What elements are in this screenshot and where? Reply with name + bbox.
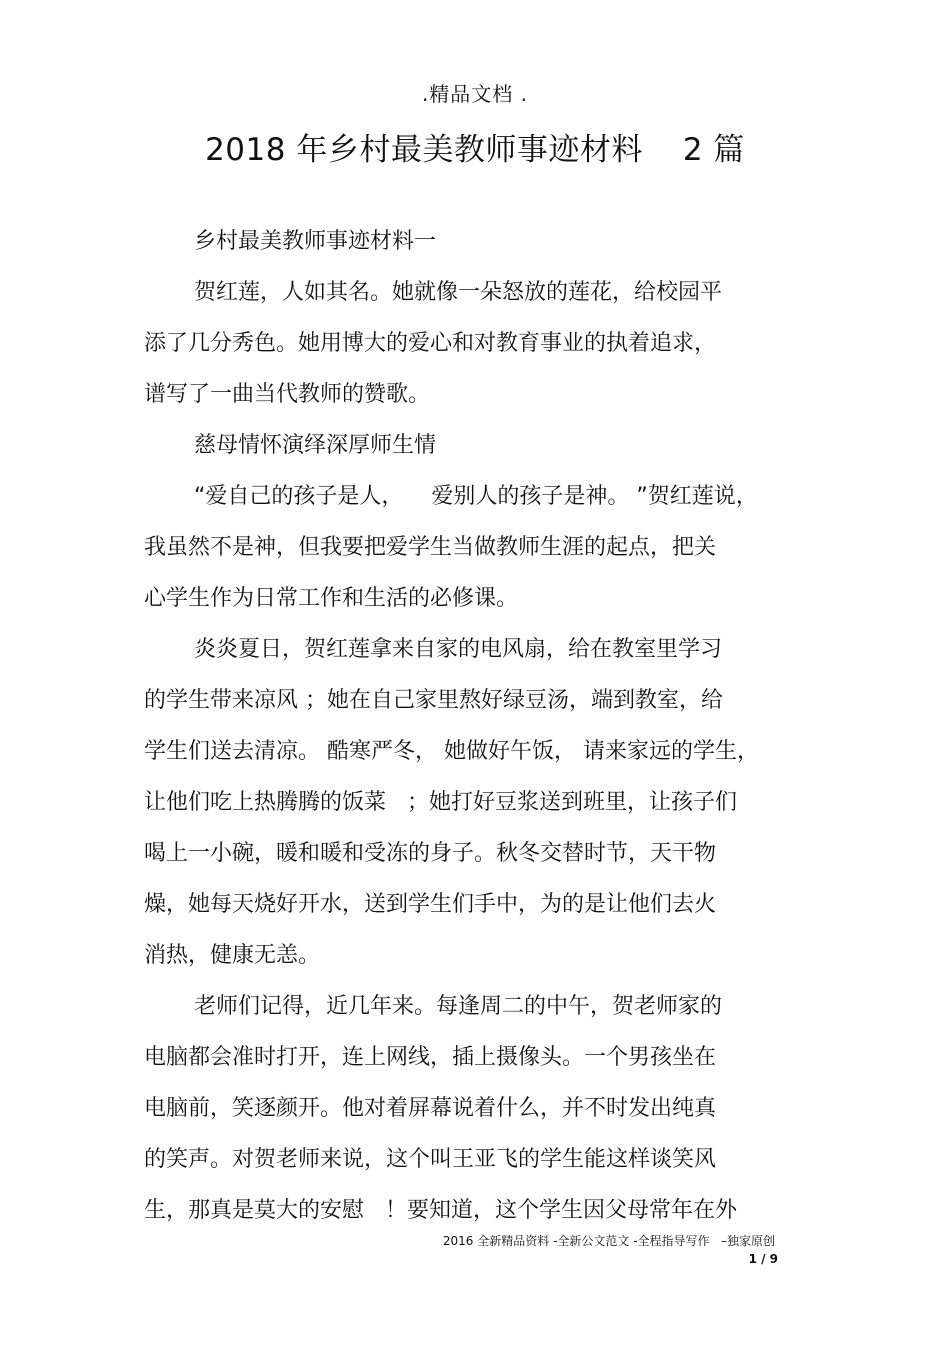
text-line: 谱写了一曲当代教师的赞歌。 (144, 382, 431, 407)
text-line: 心学生作为日常工作和生活的必修课。 (144, 586, 519, 611)
text-line: 添了几分秀色。她用博大的爱心和对教育事业的执着追求， (144, 331, 717, 356)
text-line: 贺红莲，人如其名。她就像一朵怒放的莲花，给校园平 (194, 280, 723, 305)
document-body (144, 222, 804, 1242)
text-line: 让他们吃上热腾腾的饭菜 ；她打好豆浆送到班里，让孩子们 (144, 790, 737, 815)
title-main: 2018 年乡村最美教师事迹材料 (205, 132, 643, 168)
text-line: 的学生带来凉风 ；她在自己家里熬好绿豆汤，端到教室，给 (144, 688, 723, 713)
text-line: 电脑都会准时打开，连上网线，插上摄像头。一个男孩坐在 (144, 1045, 717, 1070)
text-line: “爱自己的孩子是人， 爱别人的孩子是神。 ”贺红莲说， (194, 484, 758, 509)
text-line: 消热，健康无恙。 (144, 943, 321, 968)
page-footer: 2016 全新精品资料 -全新公文范文 -全程指导写作 –独家原创 (442, 1234, 775, 1248)
text-line: 生，那真是莫大的安慰 ！要知道，这个学生因父母常年在外 (144, 1198, 737, 1223)
page-number: 1 / 9 (748, 1252, 778, 1266)
text-line: 乡村最美教师事迹材料一 (194, 229, 437, 254)
text-line: 燥，她每天烧好开水，送到学生们手中，为的是让他们去火 (144, 892, 717, 917)
text-line: 慈母情怀演绎深厚师生情 (194, 433, 437, 458)
document-title (0, 124, 950, 169)
text-line: 我虽然不是神，但我要把爱学生当做教师生涯的起点，把关 (144, 535, 717, 560)
text-line: 喝上一小碗，暖和暖和受冻的身子。秋冬交替时节，天干物 (144, 841, 717, 866)
text-line: 的笑声。对贺老师来说，这个叫王亚飞的学生能这样谈笑风 (144, 1147, 717, 1172)
text-line: 炎炎夏日，贺红莲拿来自家的电风扇，给在教室里学习 (194, 637, 723, 662)
title-suffix: 2 篇 (682, 132, 745, 168)
page-header: .精品文档 . (421, 82, 529, 106)
text-line: 老师们记得，近几年来。每逢周二的中午，贺老师家的 (194, 994, 723, 1019)
text-line: 学生们送去清凉。 酷寒严冬， 她做好午饭， 请来家远的学生， (144, 739, 759, 764)
text-line: 电脑前，笑逐颜开。他对着屏幕说着什么，并不时发出纯真 (144, 1096, 717, 1121)
